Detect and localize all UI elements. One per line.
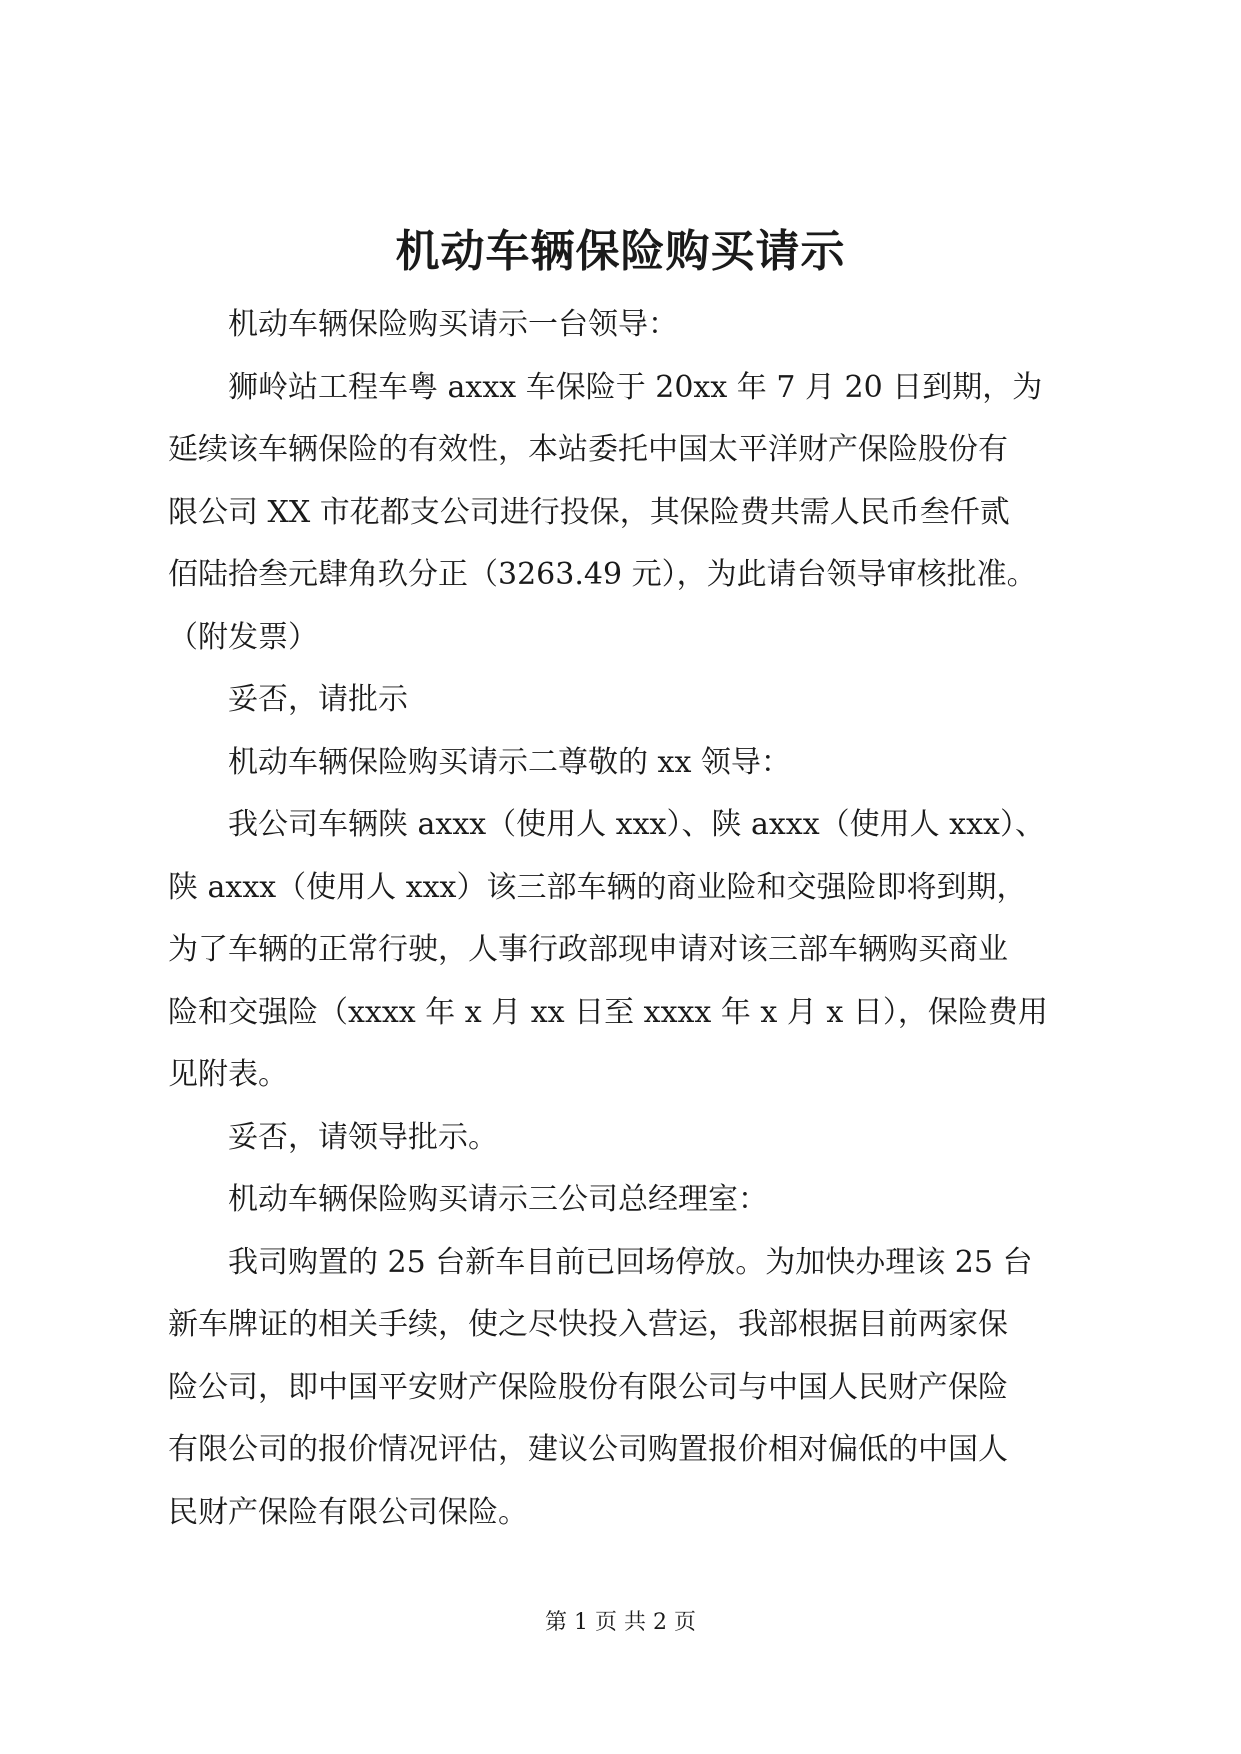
page-footer: 第 1 页 共 2 页 <box>545 1610 696 1635</box>
paragraph <box>168 732 1148 795</box>
text-line: 民财产保险有限公司保险。 <box>168 1494 528 1530</box>
text-line: 限公司 XX 市花都支公司进行投保，其保险费共需人民币叁仟贰 <box>168 494 1010 530</box>
text-line: 我公司车辆陕 axxx（使用人 xxx）、陕 axxx（使用人 xxx）、 <box>228 807 1045 842</box>
text-line: 延续该车辆保险的有效性，本站委托中国太平洋财产保险股份有 <box>168 432 1008 467</box>
paragraph <box>168 294 1148 357</box>
paragraph <box>168 1232 1148 1545</box>
text-line: （附发票） <box>168 619 318 655</box>
text-line: 新车牌证的相关手续，使之尽快投入营运，我部根据目前两家保 <box>168 1307 1008 1342</box>
text-line: 险和交强险（xxxx 年 x 月 xx 日至 xxxx 年 x 月 x 日），保险费用 <box>168 994 1048 1030</box>
text-line: 我司购置的 25 台新车目前已回场停放。为加快办理该 25 台 <box>228 1244 1033 1280</box>
document-title: 机动车辆保险购买请示 <box>395 226 846 277</box>
text-line: 狮岭站工程车粤 axxx 车保险于 20xx 年 7 月 20 日到期，为 <box>228 369 1043 405</box>
text-line: 妥否，请批示 <box>228 682 408 717</box>
text-line: 机动车辆保险购买请示二尊敬的 xx 领导： <box>228 744 791 780</box>
text-line: 佰陆拾叁元肆角玖分正（3263.49 元），为此请台领导审核批准。 <box>168 557 1037 592</box>
text-line: 机动车辆保险购买请示三公司总经理室： <box>228 1182 768 1217</box>
paragraph <box>168 357 1148 670</box>
text-line: 机动车辆保险购买请示一台领导： <box>228 307 678 342</box>
paragraph <box>168 794 1148 1107</box>
text-line: 妥否，请领导批示。 <box>228 1119 498 1155</box>
text-line: 险公司，即中国平安财产保险股份有限公司与中国人民财产保险 <box>168 1369 1008 1405</box>
text-line: 见附表。 <box>168 1057 288 1092</box>
paragraph <box>168 1107 1148 1170</box>
paragraph <box>168 669 1148 732</box>
paragraph <box>168 1169 1148 1232</box>
document-body <box>168 294 1148 1544</box>
text-line: 有限公司的报价情况评估，建议公司购置报价相对偏低的中国人 <box>168 1432 1008 1467</box>
text-line: 陕 axxx（使用人 xxx）该三部车辆的商业险和交强险即将到期， <box>168 869 1027 905</box>
text-line: 为了车辆的正常行驶，人事行政部现申请对该三部车辆购买商业 <box>168 932 1008 967</box>
